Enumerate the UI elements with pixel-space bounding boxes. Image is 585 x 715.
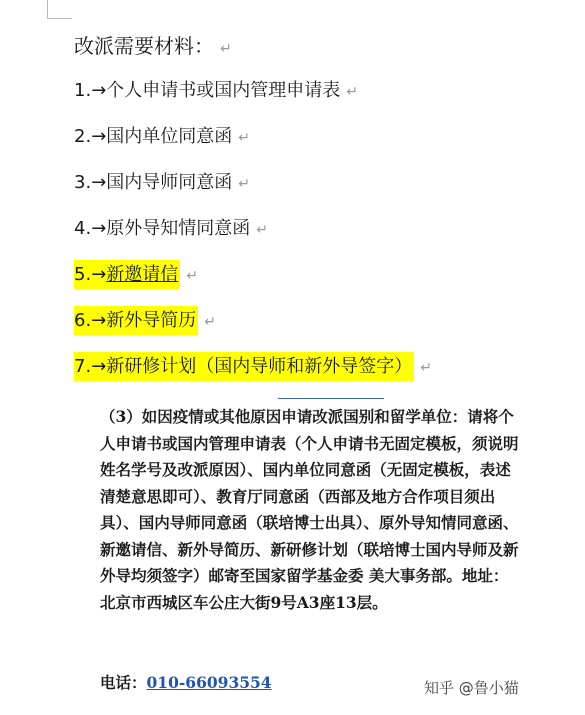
note-paragraph: （3）如因疫情或其他原因申请改派国别和留学单位：请将个人申请书或国内管理申请表（个人申请书无固定模板，须说明姓名学号及改派原因）、国内单位同意函（无固定模板，表述清楚意思即可）、教育厅同意函（西部及地方合作项目须出具）、国内导师同意函（联培博士出具）、原外导知情同意函、新邀请信、新外导简历、新研修计划（联培博士国内导师及新外导均须签字）邮寄至国家留学基金委 美大事务部。地址：北京市西城区车公庄大街9号A3座13层。 xyxy=(100,407,519,612)
page-corner-mark xyxy=(47,0,72,19)
list-item xyxy=(74,217,268,242)
highlight xyxy=(74,306,198,335)
paragraph-mark: ↵ xyxy=(204,314,217,330)
section-divider xyxy=(278,398,384,399)
item-number: 5. xyxy=(74,264,92,285)
list-item-highlighted xyxy=(74,263,198,288)
tab-arrow-icon: → xyxy=(91,126,107,147)
list-item-highlighted xyxy=(74,355,432,380)
heading-text: 改派需要材料： xyxy=(74,34,214,58)
paragraph-mark: ↵ xyxy=(186,268,199,284)
paragraph-mark: ↵ xyxy=(238,176,251,192)
phone-number-link[interactable]: 010-66093554 xyxy=(146,673,272,692)
watermark: 知乎 @鲁小猫 xyxy=(424,679,519,697)
paragraph-mark: ↵ xyxy=(220,41,232,57)
paragraph-mark: ↵ xyxy=(346,84,359,100)
phone-line xyxy=(100,670,272,696)
tab-arrow-icon: → xyxy=(91,172,107,193)
paragraph-mark: ↵ xyxy=(238,130,251,146)
item-number: 2. xyxy=(74,126,92,147)
materials-heading xyxy=(74,34,232,61)
item-number: 4. xyxy=(74,218,92,239)
item-number: 6. xyxy=(74,310,92,331)
item-number: 3. xyxy=(74,172,92,193)
paragraph-mark: ↵ xyxy=(420,360,433,376)
list-item xyxy=(74,79,358,104)
item-text: 新邀请信 xyxy=(106,264,179,285)
highlight xyxy=(74,352,414,381)
phone-label: 电话： xyxy=(100,673,147,692)
item-text: 新外导简历 xyxy=(106,310,197,331)
list-item-highlighted xyxy=(74,309,216,334)
paragraph-mark: ↵ xyxy=(256,222,269,238)
tab-arrow-icon: → xyxy=(91,264,107,285)
tab-arrow-icon: → xyxy=(91,310,107,331)
item-text: 国内单位同意函 xyxy=(106,126,233,147)
item-text: 个人申请书或国内管理申请表 xyxy=(106,80,341,101)
list-item xyxy=(74,125,250,150)
item-text: 原外导知情同意函 xyxy=(106,218,251,239)
item-text: 国内导师同意函 xyxy=(106,172,233,193)
item-number: 1. xyxy=(74,80,92,101)
tab-arrow-icon: → xyxy=(91,218,107,239)
list-item xyxy=(74,171,250,196)
item-text: 新研修计划（国内导师和新外导签字） xyxy=(106,356,413,377)
highlight xyxy=(74,260,180,289)
tab-arrow-icon: → xyxy=(91,356,107,377)
tab-arrow-icon: → xyxy=(91,80,107,101)
item-number: 7. xyxy=(74,356,92,377)
